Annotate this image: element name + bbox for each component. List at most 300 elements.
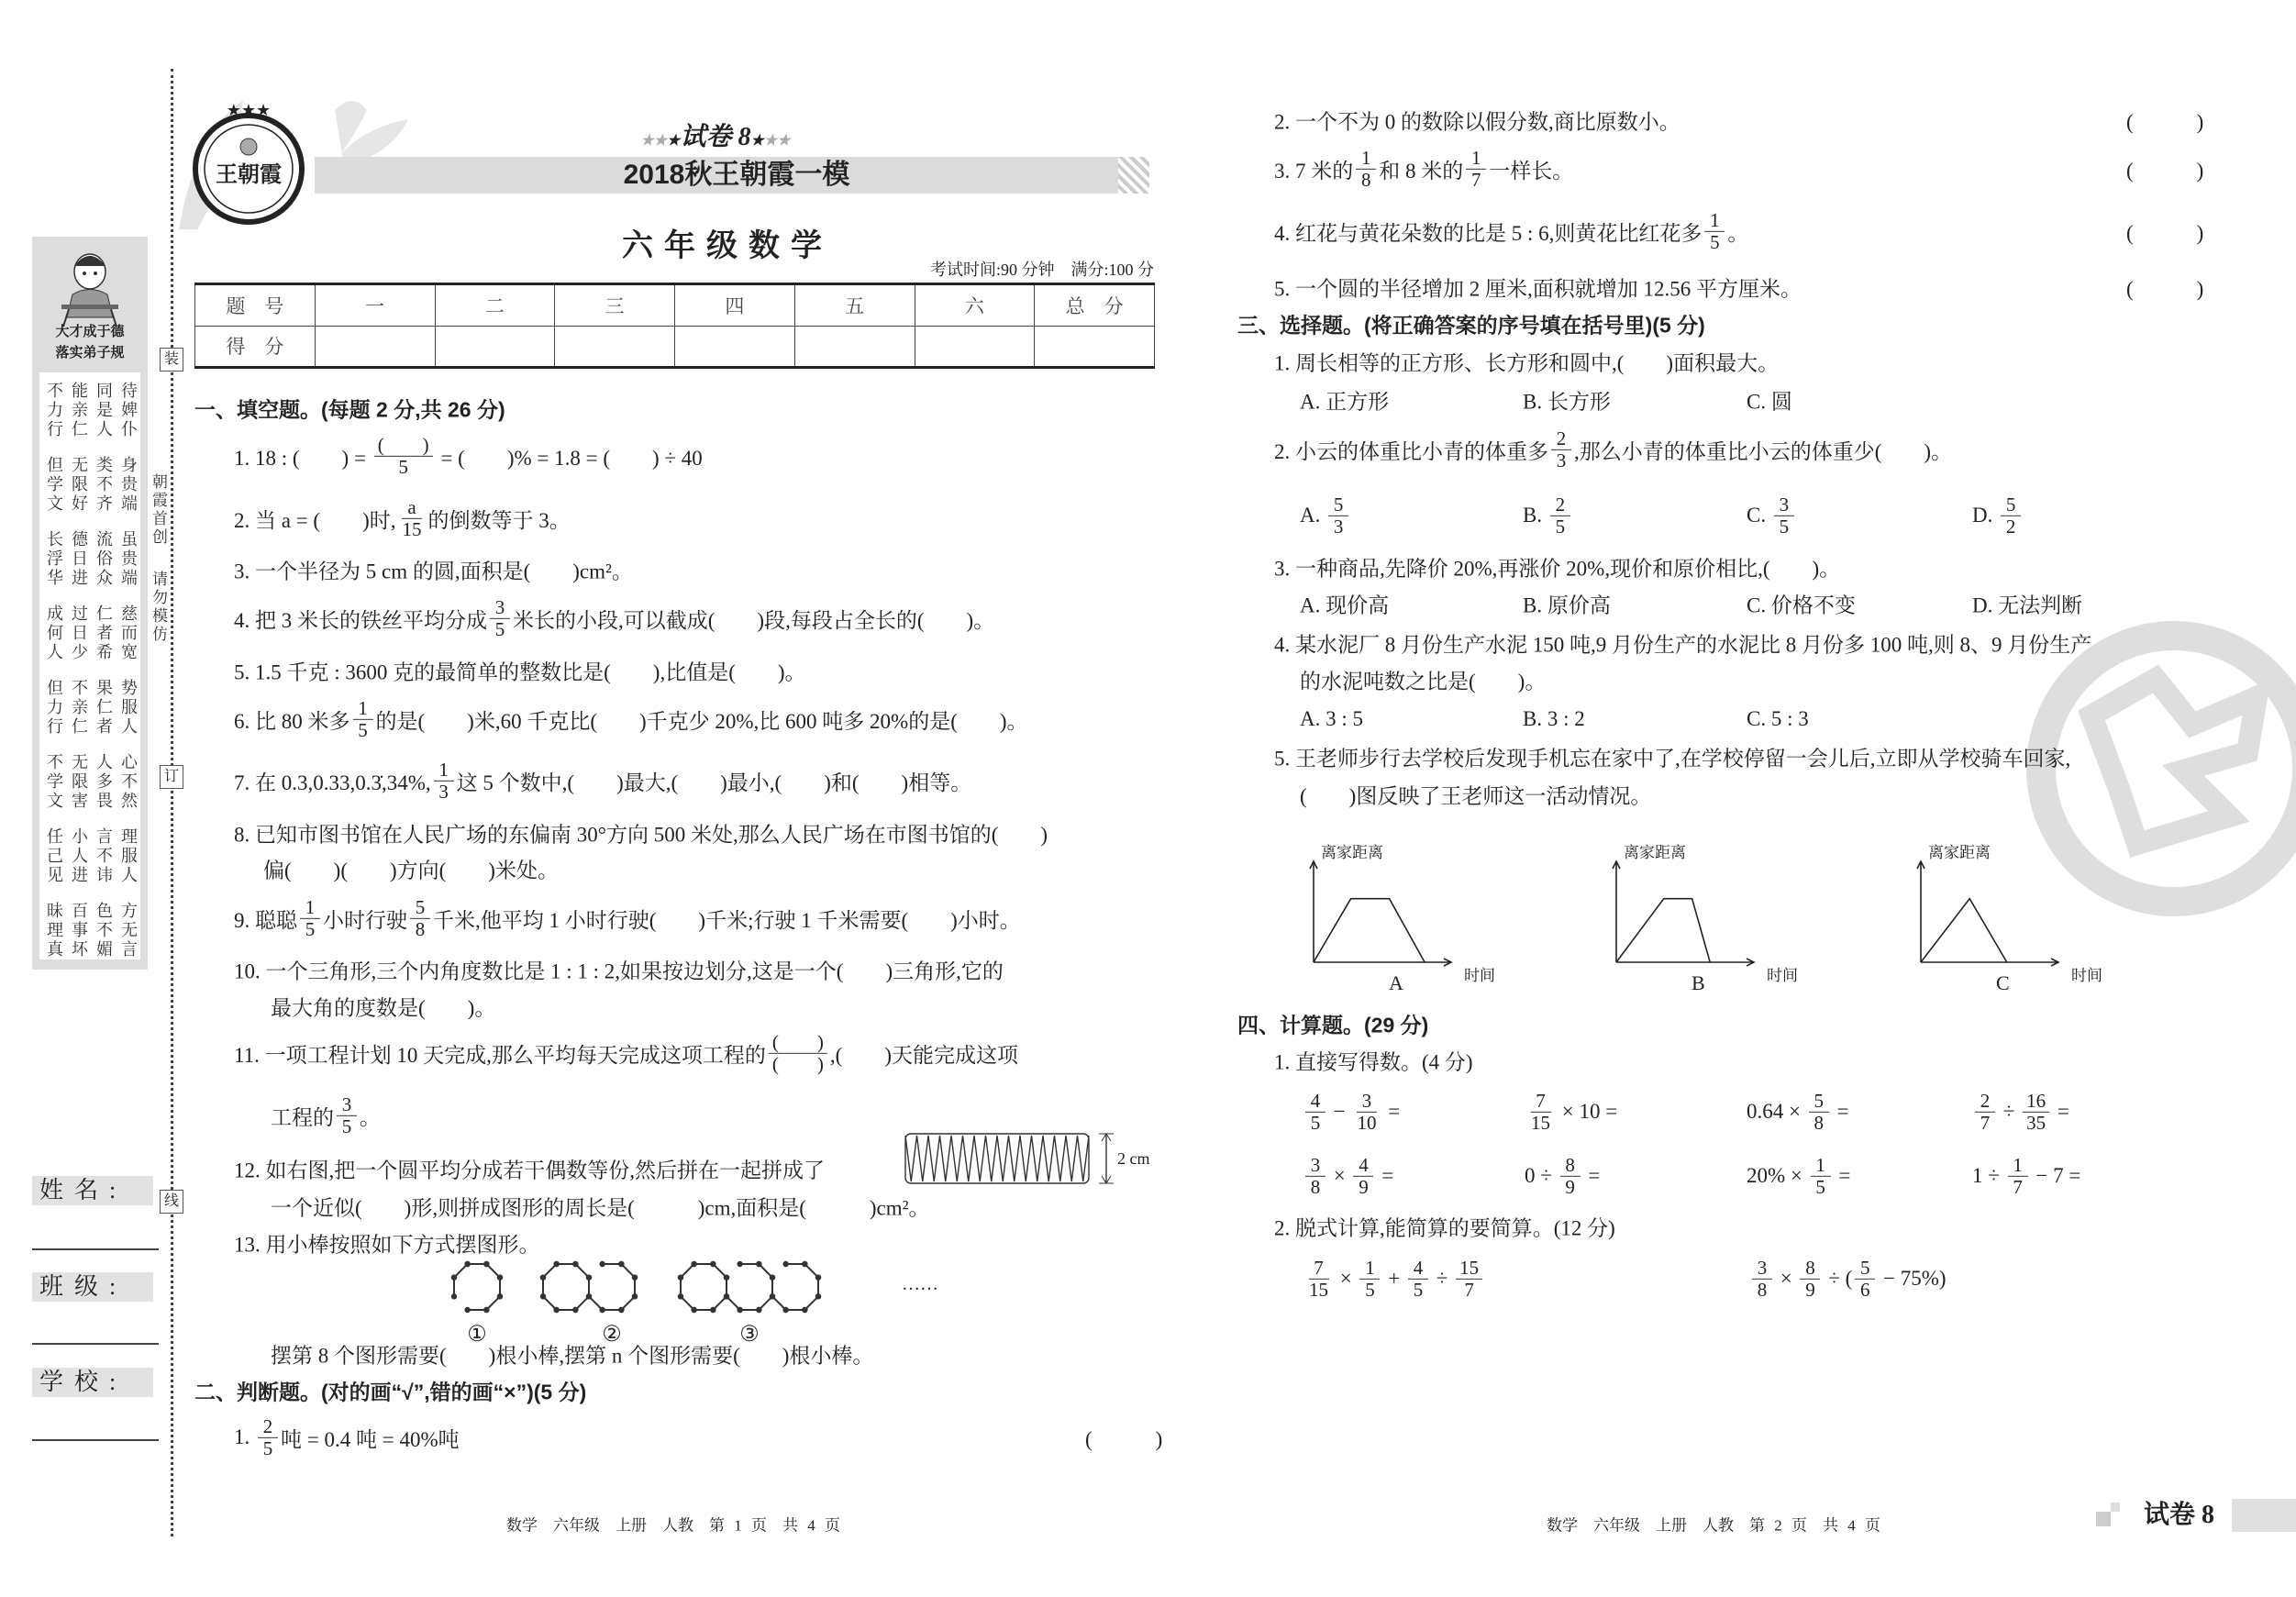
choice-4-cont bbox=[1300, 665, 1546, 695]
text-run: C. 圆 bbox=[1747, 390, 1792, 414]
stick-joint bbox=[771, 1294, 774, 1298]
class-input-line[interactable] bbox=[32, 1343, 159, 1345]
stick-joint bbox=[633, 1275, 637, 1279]
calc-1-title bbox=[1274, 1046, 1473, 1076]
fraction bbox=[399, 497, 426, 539]
fraction-denominator: 8 bbox=[1814, 1111, 1824, 1134]
fraction-numerator: 15 bbox=[1456, 1258, 1482, 1280]
fraction bbox=[769, 1032, 827, 1074]
star-icon: ★ bbox=[667, 133, 681, 149]
text-run: ÷ bbox=[1998, 1100, 2021, 1123]
poem-line: 华进众端 bbox=[47, 569, 146, 587]
score-table bbox=[194, 283, 1155, 369]
school-label: 学校: bbox=[32, 1368, 153, 1397]
fraction-numerator: 1 bbox=[2008, 1155, 2028, 1177]
text-run: − bbox=[1328, 1100, 1351, 1123]
text-run: 的水泥吨数之比是( )。 bbox=[1300, 670, 1547, 693]
fraction-numerator: 1 bbox=[1359, 1258, 1380, 1280]
fraction-numerator: 3 bbox=[1774, 494, 1794, 516]
fraction-numerator: 3 bbox=[1357, 1091, 1377, 1113]
stick-joint bbox=[484, 1308, 488, 1312]
fraction-denominator: 5 bbox=[262, 1436, 273, 1459]
fraction bbox=[1752, 1258, 1772, 1300]
text-run: 工程的 bbox=[271, 1105, 334, 1129]
text-run: B. 长方形 bbox=[1523, 390, 1611, 414]
score-cell[interactable] bbox=[794, 326, 915, 368]
section-3-heading: 三、选择题。(将正确答案的序号填在括号里)(5 分) bbox=[1237, 313, 1705, 338]
fraction bbox=[374, 435, 433, 477]
fraction bbox=[1408, 1258, 1428, 1300]
poem-line: 学限不贵 bbox=[47, 475, 146, 494]
paper-number: 试卷 8 bbox=[680, 123, 751, 151]
text-run: 9. 聪聪 bbox=[234, 908, 297, 932]
fraction bbox=[300, 897, 320, 939]
fraction bbox=[1704, 210, 1725, 252]
fraction-numerator: 4 bbox=[1305, 1091, 1325, 1113]
stick-joint bbox=[541, 1294, 545, 1298]
choice-4 bbox=[1274, 628, 2091, 659]
fraction-numerator: 2 bbox=[1551, 428, 1571, 450]
text-run: 7. 在 0.3,0.33,0.3̇,34%, bbox=[234, 771, 431, 794]
text-run: = bbox=[1382, 1100, 1401, 1123]
text-run: 千米,他平均 1 小时行驶( )千米;行驶 1 千米需要( )小时。 bbox=[433, 908, 1021, 932]
fraction-denominator: 35 bbox=[2026, 1111, 2046, 1134]
text-run: 一个近似( )形,则拼成图形的周长是( )cm,面积是( )cm²。 bbox=[271, 1196, 930, 1220]
text-run: 。 bbox=[360, 1105, 381, 1129]
score-cell[interactable] bbox=[435, 326, 555, 368]
fraction-denominator: 5 bbox=[1310, 1111, 1321, 1134]
fraction-numerator: 1 bbox=[1704, 210, 1725, 232]
fraction bbox=[490, 597, 510, 639]
stick-joint bbox=[587, 1294, 591, 1298]
stick-joint bbox=[816, 1294, 820, 1298]
fraction-numerator: 4 bbox=[1353, 1155, 1373, 1177]
cut-mark-ding: 订 bbox=[160, 765, 183, 789]
stick-joint bbox=[725, 1275, 728, 1279]
fraction-numerator: 5 bbox=[1809, 1091, 1829, 1113]
stick-joint bbox=[554, 1262, 558, 1266]
text-run: 11. 一项工程计划 10 天完成,那么平均每天完成这项工程的 bbox=[234, 1043, 766, 1067]
fraction-numerator: 5 bbox=[2001, 494, 2021, 516]
stick-joint bbox=[498, 1275, 502, 1279]
text-run: B. 3 : 2 bbox=[1523, 707, 1585, 730]
text-run: ÷ ( bbox=[1823, 1267, 1853, 1290]
text-run: 3. 一种商品,先降价 20%,再涨价 20%,现价和原价相比,( )。 bbox=[1274, 557, 1841, 581]
score-cell[interactable] bbox=[675, 326, 795, 368]
text-run: = bbox=[1376, 1164, 1394, 1187]
choice-2-option-d bbox=[1972, 494, 2024, 537]
fraction bbox=[1466, 148, 1486, 190]
section-2-heading: 二、判断题。(对的画“√”,错的画“×”)(5 分) bbox=[194, 1380, 587, 1404]
poem-line: 何日者而 bbox=[47, 624, 146, 642]
stick-joint bbox=[452, 1294, 456, 1298]
fraction-numerator: 3 bbox=[490, 597, 510, 619]
stick-joint bbox=[692, 1308, 695, 1312]
corner-tab-band bbox=[2232, 1499, 2296, 1532]
choice-3-option-a bbox=[1300, 589, 1389, 619]
y-axis-label: 离家距离 bbox=[1321, 844, 1383, 861]
fraction-denominator: 2 bbox=[2005, 515, 2016, 538]
text-run: 的倒数等于 3。 bbox=[427, 508, 571, 532]
fraction-denominator: 7 bbox=[1464, 1278, 1474, 1301]
fraction bbox=[258, 1416, 278, 1458]
text-run: 4. 把 3 米长的铁丝平均分成 bbox=[234, 608, 487, 632]
header-cell: 六 bbox=[915, 284, 1035, 327]
poem-line: 任小言理 bbox=[47, 827, 146, 846]
y-axis-label: 离家距离 bbox=[1624, 844, 1686, 861]
x-axis-label: 时间 bbox=[1767, 967, 1798, 984]
fraction-denominator: 5 bbox=[1815, 1175, 1825, 1198]
text-run: 3. 一个半径为 5 cm 的圆,面积是( )cm²。 bbox=[234, 560, 633, 583]
text-run: 0.64 × bbox=[1747, 1100, 1806, 1123]
answer-bracket[interactable]: ( ) bbox=[2126, 221, 2204, 245]
text-run: × bbox=[1775, 1267, 1798, 1290]
fraction bbox=[1975, 1091, 1995, 1133]
star-icon: ★★ bbox=[763, 133, 791, 149]
question-1-11 bbox=[234, 1032, 1018, 1074]
fraction-numerator: ( ) bbox=[769, 1032, 827, 1054]
fraction-numerator: 3 bbox=[1305, 1155, 1325, 1177]
poem-line: 理事不无 bbox=[47, 921, 146, 939]
text-run: 小时行驶 bbox=[323, 908, 407, 932]
stick-joint bbox=[738, 1262, 741, 1266]
section-1-heading: 一、填空题。(每题 2 分,共 26 分) bbox=[194, 397, 505, 422]
fraction bbox=[1353, 1155, 1373, 1197]
text-run: 4. 某水泥厂 8 月份生产水泥 150 吨,9 月份生产的水泥比 8 月份多 100 吨,则 8、9 月份生产 bbox=[1274, 633, 2092, 657]
svg-text:王朝霞: 王朝霞 bbox=[216, 163, 282, 187]
stick-joint bbox=[711, 1308, 715, 1312]
choice-3 bbox=[1274, 552, 1840, 582]
text-run: C. 5 : 3 bbox=[1747, 707, 1809, 730]
star-icon: ★★ bbox=[640, 133, 668, 149]
fraction-numerator: 7 bbox=[1309, 1258, 1329, 1280]
poem-line: 行仁人仆 bbox=[47, 420, 146, 438]
stick-joint bbox=[587, 1275, 591, 1279]
question-1-10 bbox=[234, 955, 1004, 985]
fraction-denominator: 8 bbox=[1310, 1175, 1321, 1198]
question-1-13 bbox=[234, 1228, 540, 1259]
calc-expression bbox=[1303, 1155, 1393, 1197]
text-run: = bbox=[2052, 1100, 2069, 1123]
text-run: B. 原价高 bbox=[1523, 593, 1611, 617]
text-run: 米长的小段,可以截成( )段,每段占全长的( )。 bbox=[513, 608, 995, 632]
fraction-numerator: 5 bbox=[1328, 494, 1348, 516]
fraction-numerator: 5 bbox=[1855, 1258, 1875, 1280]
calc-expression bbox=[1525, 1155, 1600, 1197]
fraction-denominator: 5 bbox=[1555, 515, 1566, 538]
text-run: C. 价格不变 bbox=[1747, 593, 1856, 617]
fraction-numerator: 2 bbox=[258, 1416, 278, 1438]
stick-joint bbox=[633, 1294, 637, 1298]
choice-1-option-a bbox=[1300, 385, 1389, 416]
stick-joint bbox=[573, 1308, 577, 1312]
answer-bracket[interactable]: ( ) bbox=[1085, 1427, 1163, 1451]
fraction bbox=[1305, 1091, 1325, 1133]
corner-paper-tab: 试卷 8 bbox=[2143, 1501, 2214, 1529]
subject-title: 六年级数学 bbox=[622, 228, 833, 263]
text-run: = bbox=[1831, 1100, 1849, 1123]
text-run: × 10 = bbox=[1557, 1100, 1618, 1123]
fraction bbox=[2001, 494, 2021, 537]
fraction-denominator: 7 bbox=[2013, 1175, 2023, 1198]
question-1-4 bbox=[234, 597, 994, 639]
fraction-numerator: 5 bbox=[410, 897, 430, 919]
corner-tab-block bbox=[2096, 1512, 2111, 1526]
binding-dotted-line bbox=[171, 69, 173, 1536]
text-run: ,( )天能完成这项 bbox=[829, 1043, 1018, 1067]
page-1-footer: 数学 六年级 上册 人教 第 1 页 共 4 页 bbox=[506, 1516, 840, 1535]
corner-tab-block bbox=[2111, 1503, 2120, 1512]
fraction-denominator: 5 bbox=[398, 455, 408, 478]
text-run: + bbox=[1382, 1267, 1405, 1290]
choice-5 bbox=[1274, 742, 2070, 772]
fraction-denominator: 8 bbox=[415, 917, 426, 940]
fraction-denominator: 5 bbox=[494, 617, 505, 640]
fraction-numerator: 16 bbox=[2023, 1091, 2049, 1113]
text-run: 10. 一个三角形,三个内角度数比是 1 : 1 : 2,如果按边划分,这是一个( )三角形,它的 bbox=[234, 959, 1004, 983]
choice-3-option-b bbox=[1523, 589, 1611, 619]
cut-mark-xian: 线 bbox=[160, 1190, 183, 1214]
distance-line bbox=[1314, 899, 1425, 962]
motto-line-1: 大才成于德 bbox=[55, 324, 125, 339]
question-1-3 bbox=[234, 555, 633, 585]
fraction-numerator: 8 bbox=[1800, 1258, 1820, 1280]
fraction-denominator: 6 bbox=[1860, 1278, 1870, 1301]
stick-joint bbox=[738, 1308, 741, 1312]
poem-line: 不能同待 bbox=[47, 382, 146, 400]
motto-panel bbox=[32, 237, 148, 970]
graph-name: C bbox=[1996, 971, 2010, 994]
fraction bbox=[1527, 1091, 1554, 1133]
fraction bbox=[1456, 1258, 1482, 1300]
text-run: 1. 18 : ( ) = bbox=[234, 446, 372, 470]
text-run: 6. 比 80 米多 bbox=[234, 709, 350, 733]
vertical-note-2: 请勿模仿 bbox=[150, 571, 167, 644]
poem-line: 己人不服 bbox=[47, 847, 146, 865]
question-1-10-cont bbox=[271, 992, 495, 1022]
fraction bbox=[1328, 494, 1348, 537]
stick-joint bbox=[619, 1308, 623, 1312]
header-cell: 四 bbox=[675, 284, 795, 327]
fraction-numerator: 2 bbox=[1550, 494, 1570, 516]
fraction bbox=[2008, 1155, 2028, 1197]
text-run: A. 3 : 5 bbox=[1300, 707, 1363, 730]
text-run: B. bbox=[1523, 504, 1547, 527]
question-1-8 bbox=[234, 818, 1048, 848]
text-run: A. 正方形 bbox=[1300, 390, 1390, 414]
fraction-denominator: 3 bbox=[438, 780, 449, 803]
text-run: 3. 7 米的 bbox=[1274, 159, 1354, 183]
stick-joint bbox=[757, 1262, 760, 1266]
judge-5 bbox=[1274, 272, 1802, 303]
judge-3 bbox=[1274, 148, 1573, 190]
text-run: ,那么小青的体重比小云的体重少( )。 bbox=[1574, 439, 1953, 463]
answer-bracket[interactable]: ( ) bbox=[2126, 110, 2204, 134]
question-1-12-cont bbox=[271, 1192, 930, 1222]
calc-expression bbox=[1747, 1091, 1848, 1133]
poem-line: 真坏媚言 bbox=[47, 940, 146, 959]
fraction bbox=[434, 760, 454, 802]
poem-line: 不无人心 bbox=[47, 753, 146, 771]
poem-line: 文害畏然 bbox=[47, 792, 146, 810]
stick-joint bbox=[692, 1262, 695, 1266]
calc-2-title bbox=[1274, 1212, 1615, 1242]
y-axis-label: 离家距离 bbox=[1928, 844, 1991, 861]
question-1-6 bbox=[234, 698, 1028, 740]
header-cell: 总 分 bbox=[1035, 284, 1155, 327]
score-cell[interactable] bbox=[915, 326, 1035, 368]
fraction-denominator: 5 bbox=[305, 917, 316, 940]
score-table-score-row bbox=[195, 326, 1155, 368]
fraction-denominator: 15 bbox=[1309, 1278, 1328, 1301]
vertical-note-1: 朝霞首创 bbox=[150, 473, 167, 547]
fraction-denominator: 5 bbox=[1413, 1278, 1424, 1301]
text-run: 。 bbox=[1727, 221, 1749, 245]
fraction-denominator: 9 bbox=[1359, 1175, 1369, 1198]
fraction-numerator: 3 bbox=[337, 1094, 357, 1116]
fraction-numerator: 1 bbox=[353, 698, 373, 720]
text-run: 0 ÷ bbox=[1525, 1164, 1558, 1187]
ellipsis: …… bbox=[902, 1274, 938, 1294]
text-run: A. bbox=[1300, 504, 1326, 527]
title-band bbox=[315, 157, 1149, 194]
fraction-denominator: 9 bbox=[1565, 1175, 1575, 1198]
poem-line: 力亲是婢 bbox=[47, 401, 146, 419]
fraction bbox=[1811, 1155, 1831, 1197]
stick-joint bbox=[679, 1294, 682, 1298]
text-run: 2. 当 a = ( )时, bbox=[234, 508, 396, 532]
header-cell: 五 bbox=[794, 284, 915, 327]
text-run: × bbox=[1328, 1164, 1351, 1187]
stick-joint bbox=[484, 1262, 488, 1266]
judge-1 bbox=[234, 1416, 460, 1458]
distance-line bbox=[1616, 899, 1710, 962]
fraction-denominator: 5 bbox=[358, 718, 368, 741]
text-run: 5. 王老师步行去学校后发现手机忘在家中了,在学校停留一会儿后,立即从学校骑车回家, bbox=[1274, 747, 2071, 771]
score-cell[interactable] bbox=[555, 326, 675, 368]
poem-line: 见进讳人 bbox=[47, 866, 146, 884]
text-run: 吨 = 0.4 吨 = 40%吨 bbox=[281, 1427, 460, 1451]
figure-label-3: ③ bbox=[739, 1323, 760, 1347]
text-run: 8. 已知市图书馆在人民广场的东偏南 30°方向 500 米处,那么人民广场在市图书馆的( ) bbox=[234, 823, 1048, 847]
distance-line bbox=[1921, 899, 2007, 962]
name-input-line[interactable] bbox=[32, 1248, 159, 1250]
stick-joint bbox=[600, 1308, 604, 1312]
student-cartoon-icon bbox=[58, 244, 122, 328]
text-run: 2. 小云的体重比小青的体重多 bbox=[1274, 439, 1548, 463]
fraction-numerator: 1 bbox=[434, 760, 454, 782]
fraction-numerator: 1 bbox=[1811, 1155, 1831, 1177]
fraction-denominator: 5 bbox=[341, 1115, 352, 1137]
fraction-denominator: 5 bbox=[1779, 515, 1790, 538]
stick-joint bbox=[783, 1262, 787, 1266]
text-run: × bbox=[1335, 1267, 1358, 1290]
fraction-denominator: 10 bbox=[1357, 1111, 1377, 1134]
stick-joint bbox=[498, 1294, 502, 1298]
choice-2 bbox=[1274, 428, 1952, 471]
fraction-numerator: 3 bbox=[1752, 1258, 1772, 1280]
calc-expression bbox=[1525, 1091, 1617, 1133]
text-run: 5. 一个圆的半径增加 2 厘米,面积就增加 12.56 平方厘米。 bbox=[1274, 277, 1802, 301]
fraction-denominator: 15 bbox=[1531, 1111, 1550, 1134]
distance-time-graph-B bbox=[1607, 838, 1846, 994]
fraction-denominator: 7 bbox=[1471, 168, 1481, 191]
text-run: ( )图反映了王老师这一活动情况。 bbox=[1300, 784, 1652, 808]
calc-expression bbox=[1749, 1258, 1947, 1300]
fraction-numerator: 1 bbox=[300, 897, 320, 919]
choice-3-option-d bbox=[1972, 589, 2082, 619]
text-run: 1. 直接写得数。(4 分) bbox=[1274, 1050, 1473, 1074]
text-run: 20% × bbox=[1747, 1164, 1808, 1187]
figure-label-1: ① bbox=[467, 1323, 487, 1347]
distance-time-graph-A bbox=[1304, 838, 1543, 994]
fraction bbox=[1560, 1155, 1581, 1197]
header-cell: 题 号 bbox=[195, 284, 316, 327]
distance-time-graph-C bbox=[1912, 838, 2150, 994]
score-cell[interactable] bbox=[1035, 326, 1155, 368]
text-run: 12. 如右图,把一个圆平均分成若干偶数等份,然后拼在一起拼成了 bbox=[234, 1159, 825, 1182]
judge-2 bbox=[1274, 105, 1680, 136]
text-run: 和 8 米的 bbox=[1379, 159, 1464, 183]
poem-line: 长德流虽 bbox=[47, 530, 146, 549]
name-label: 姓名: bbox=[32, 1176, 153, 1205]
text-run: ÷ bbox=[1430, 1267, 1454, 1290]
stick-joint bbox=[725, 1294, 728, 1298]
section-4-heading: 四、计算题。(29 分) bbox=[1237, 1013, 1429, 1037]
fraction-numerator: 4 bbox=[1408, 1258, 1428, 1280]
fraction bbox=[353, 698, 373, 740]
text-run: = bbox=[1833, 1164, 1851, 1187]
fraction-denominator: 3 bbox=[1333, 515, 1344, 538]
graph-name: A bbox=[1389, 971, 1403, 994]
calc-expression bbox=[1747, 1155, 1850, 1197]
exam-series-title: 2018秋王朝霞一模 bbox=[623, 160, 850, 190]
fraction-denominator: 3 bbox=[1556, 449, 1567, 471]
poem-line: 成过仁慈 bbox=[47, 604, 146, 623]
fraction-numerator: 8 bbox=[1560, 1155, 1581, 1177]
poem-line: 昧百色方 bbox=[47, 902, 146, 920]
question-1-1 bbox=[234, 435, 703, 477]
text-run: C. bbox=[1747, 504, 1771, 527]
score-cell[interactable] bbox=[315, 326, 435, 368]
question-1-5 bbox=[234, 656, 806, 686]
school-input-line[interactable] bbox=[32, 1439, 159, 1441]
fraction bbox=[337, 1094, 357, 1137]
stick-joint bbox=[573, 1262, 577, 1266]
choice-4-option-c bbox=[1747, 707, 1809, 731]
fraction-numerator: 2 bbox=[1975, 1091, 1995, 1113]
row-label: 得 分 bbox=[195, 326, 316, 368]
class-label: 班级: bbox=[32, 1272, 153, 1302]
fraction bbox=[1809, 1091, 1829, 1133]
text-run: − 7 = bbox=[2030, 1164, 2081, 1187]
text-run: 偏( )( )方向( )米处。 bbox=[263, 859, 559, 882]
fraction-denominator: 9 bbox=[1805, 1278, 1815, 1301]
answer-bracket[interactable]: ( ) bbox=[2126, 277, 2204, 301]
stick-joint bbox=[465, 1308, 469, 1312]
text-run: 5. 1.5 千克 : 3600 克的最简单的整数比是( ),比值是( )。 bbox=[234, 660, 806, 684]
fraction bbox=[1800, 1258, 1820, 1300]
text-run: 13. 用小棒按照如下方式摆图形。 bbox=[234, 1233, 540, 1257]
choice-2-option-b bbox=[1523, 494, 1573, 537]
text-run: 这 5 个数中,( )最大,( )最小,( )和( )相等。 bbox=[456, 771, 972, 794]
motto-line-2: 落实弟子规 bbox=[55, 345, 125, 360]
fraction bbox=[1855, 1258, 1875, 1300]
fraction-denominator: 15 bbox=[402, 517, 422, 540]
fraction-denominator: 8 bbox=[1757, 1278, 1768, 1301]
answer-bracket[interactable]: ( ) bbox=[2126, 159, 2204, 183]
stick-joint bbox=[554, 1308, 558, 1312]
